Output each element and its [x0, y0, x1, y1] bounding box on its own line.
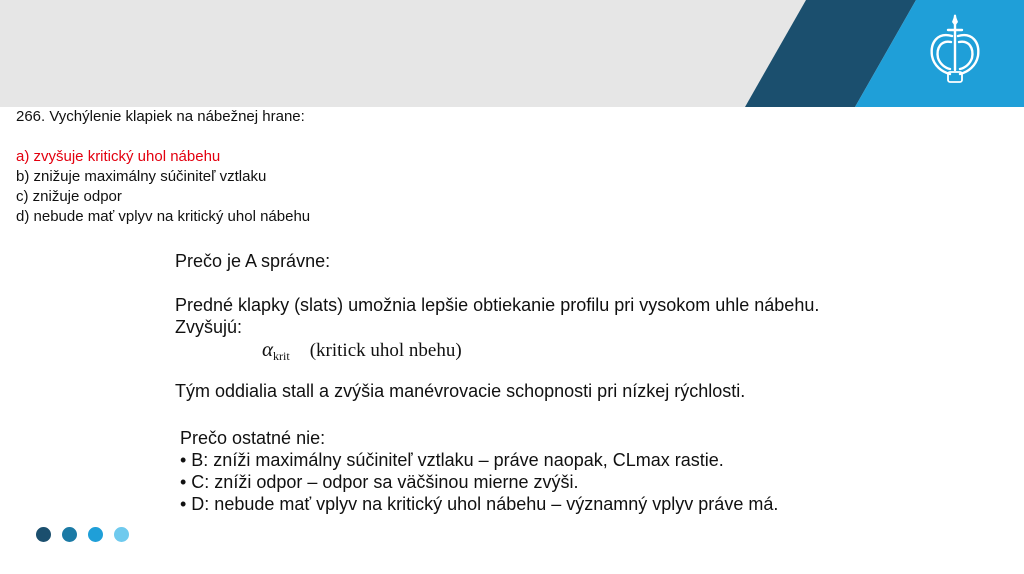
others-item-c: • C: zníži odpor – odpor sa väčšinou mierne zvýši. [180, 472, 579, 492]
option-d: d) nebude mať vplyv na kritický uhol nábehu [16, 208, 311, 225]
formula [262, 337, 462, 364]
explanation-line-1: Predné klapky (slats) umožnia lepšie obtiekanie profilu pri vysokom uhle nábehu. [175, 295, 820, 315]
option-a-correct: a) zvyšuje kritický uhol nábehu [16, 148, 221, 165]
formula-symbol: α [262, 337, 274, 361]
question-title: 266. Vychýlenie klapiek na nábežnej hrane: [16, 108, 305, 125]
explanation-line-2: Zvyšujú: [175, 317, 243, 337]
option-c: c) znižuje odpor [16, 188, 122, 205]
explanation-block [175, 250, 819, 338]
dot-1 [36, 527, 51, 542]
header-band [0, 0, 1024, 107]
stall-line: Tým oddialia stall a zvýšia manévrovacie schopnosti pri nízkej rýchlosti. [175, 381, 746, 401]
explanation-heading: Prečo je A správne: [175, 251, 331, 271]
dot-2 [62, 527, 77, 542]
others-block [180, 427, 778, 515]
option-b: b) znižuje maximálny súčiniteľ vztlaku [16, 168, 267, 185]
university-logo-icon [922, 12, 988, 88]
others-item-b: • B: zníži maximálny súčiniteľ vztlaku – práve naopak, CLmax rastie. [180, 450, 724, 470]
others-item-d: • D: nebude mať vplyv na kritický uhol nábehu – významný vplyv práve má. [180, 494, 779, 514]
formula-subscript: krit [273, 349, 290, 363]
header-graphic [0, 0, 1024, 107]
dot-3 [88, 527, 103, 542]
formula-text: (kritick uhol nbehu) [309, 340, 462, 361]
dot-4 [114, 527, 129, 542]
others-heading: Prečo ostatné nie: [180, 428, 326, 448]
question-block [16, 107, 310, 227]
